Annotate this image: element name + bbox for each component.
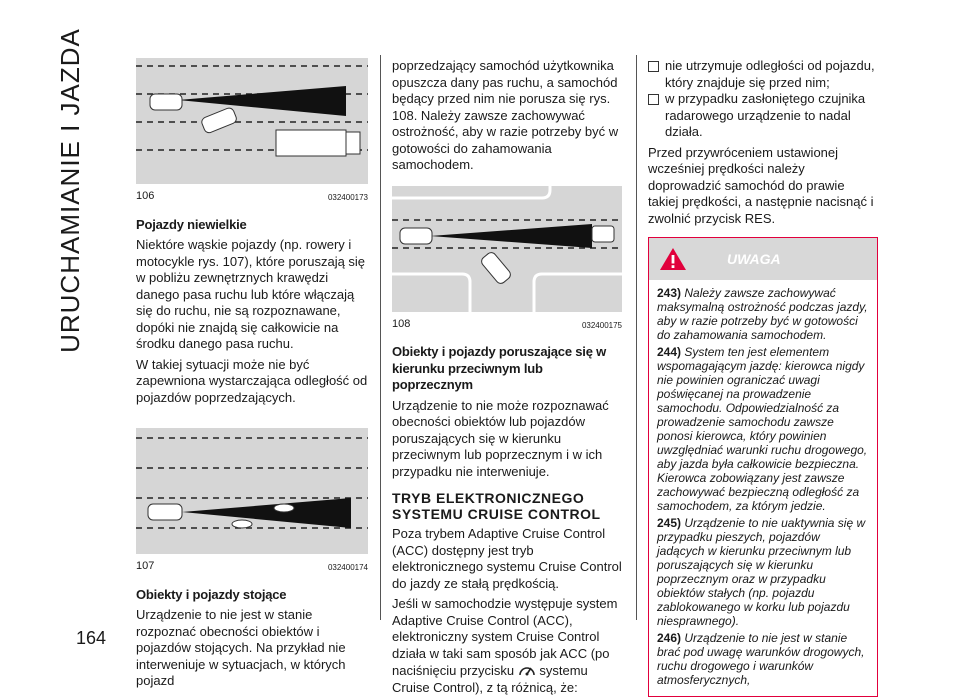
list-item: nie utrzymuje odległości od pojazdu, który znajduje się przed nim; xyxy=(648,58,878,91)
column-2 xyxy=(392,58,622,700)
heading-cruise-control-mode: TRYB ELEKTRONICZNEGO SYSTEMU CRUISE CONTROL xyxy=(392,490,601,522)
paragraph: Urządzenie to nie jest w stanie rozpoznać obecności obiektów i pojazdów stojących. Na przykład nie interweniuje w sytuacjach, w których pojazd xyxy=(136,607,346,688)
paragraph: Urządzenie to nie może rozpoznawać obecności obiektów lub pojazdów poruszających się w kierunku przeciwnym lub poprzecznym i w ich przypadku nie interweniuje. xyxy=(392,397,609,479)
warning-box xyxy=(648,237,878,697)
heading-small-vehicles: Pojazdy niewielkie xyxy=(136,216,247,232)
warning-header xyxy=(649,238,877,280)
list-item: w przypadku zasłoniętego czujnika radarowego urządzenie to nadal działa. xyxy=(648,91,878,141)
figure-108-caption: 108 032400175 xyxy=(392,317,622,330)
figure-107 xyxy=(136,428,368,554)
speedometer-icon xyxy=(518,662,536,678)
warning-triangle-icon xyxy=(659,247,687,271)
figure-108 xyxy=(392,186,622,312)
column-3 xyxy=(648,58,878,697)
figure-106-illustration xyxy=(136,58,368,184)
square-bullet-icon xyxy=(648,61,659,72)
figure-108-illustration xyxy=(392,186,622,312)
paragraph: Niektóre wąskie pojazdy (np. rowery i motocykle rys. 107), które poruszają się w pobliżu zewnętrznych krawędzi danego pasa ruchu lub które włączają się do ruchu, nie są rozpoznawane, dopóki nie znajdą się całkowicie na środku danego pasa ruchu. xyxy=(136,237,366,351)
warning-item: 245) Urządzenie to nie uaktywnia się w przypadku pieszych, pojazdów jadących w kierunku przeciwnym lub poruszających się w kierunku poprzecznym oraz w przypadku obiektów stałych (np. pojazdu zablokowanego w korku lub pojazdu niesprawnego). xyxy=(657,516,866,628)
paragraph: Poza trybem Adaptive Cruise Control (ACC) dostępny jest tryb elektronicznego systemu Cruise Control do jazdy ze stałą prędkością. xyxy=(392,526,622,591)
paragraph: W takiej sytuacji może nie być zapewniona wystarczająca odległość od pojazdów poprzedzających. xyxy=(136,356,368,405)
warning-item: 244) System ten jest elementem wspomagającym jazdę: kierowca nigdy nie powinien ograniczać uwagi poświęcanej na prowadzenie samochodu. Odpowiedzialność za prowadzenie samochodu zawsze ponosi kierowca, który powinien uwzględniać warunki ruchu drogowego, aby jazda była całkowicie bezpieczna. Kierowca zobowiązany jest zawsze zachowywać bezpieczną odległość za samochodem, za którym jedzie. xyxy=(657,345,868,513)
column-1 xyxy=(136,58,368,694)
square-bullet-icon xyxy=(648,94,659,105)
warning-item: 246) Urządzenie to nie jest w stanie brać pod uwagę warunków drogowych, ruchu drogowego i warunków atmosferycznych, xyxy=(657,631,865,687)
heading-oncoming-objects: Obiekty i pojazdy poruszające się w kierunku przeciwnym lub poprzecznym xyxy=(392,344,607,392)
figure-107-caption: 107 032400174 xyxy=(136,560,368,572)
paragraph: poprzedzający samochód użytkownika opuszcza dany pas ruchu, a samochód będący przed nim nie porusza się rys. 108. Należy zawsze zachowywać ostrożność, aby w razie potrzeby być w gotowości do zahamowania samochodem. xyxy=(392,58,619,172)
column-divider xyxy=(636,55,637,620)
paragraph: Przed przywróceniem ustawionej wcześniej prędkości należy doprowadzić samochód do prawie takiej prędkości, a następnie nacisnąć i zwolnić przycisk RES. xyxy=(648,144,874,226)
warning-item: 243) Należy zawsze zachowywać maksymalną ostrożność podczas jazdy, aby w razie potrzeby być w gotowości do zahamowania samochodem. xyxy=(657,286,868,342)
page-number: 164 xyxy=(76,628,107,648)
figure-107-illustration xyxy=(136,428,368,554)
paragraph: Jeśli w samochodzie występuje system Adaptive Cruise Control (ACC), elektroniczny system Cruise Control działa w taki sam sposób jak ACC (po naciśnięciu przycisku systemu Cruise Control), z tą różnicą, że: xyxy=(392,596,618,695)
heading-stationary-objects: Obiekty i pojazdy stojące xyxy=(136,586,287,602)
figure-106-caption: 106 032400173 xyxy=(136,190,368,202)
column-divider xyxy=(380,55,381,620)
warning-body xyxy=(649,280,877,696)
warning-title: UWAGA xyxy=(727,250,781,267)
section-title: URUCHAMIANIE I JAZDA xyxy=(54,27,85,353)
figure-106 xyxy=(136,58,368,184)
